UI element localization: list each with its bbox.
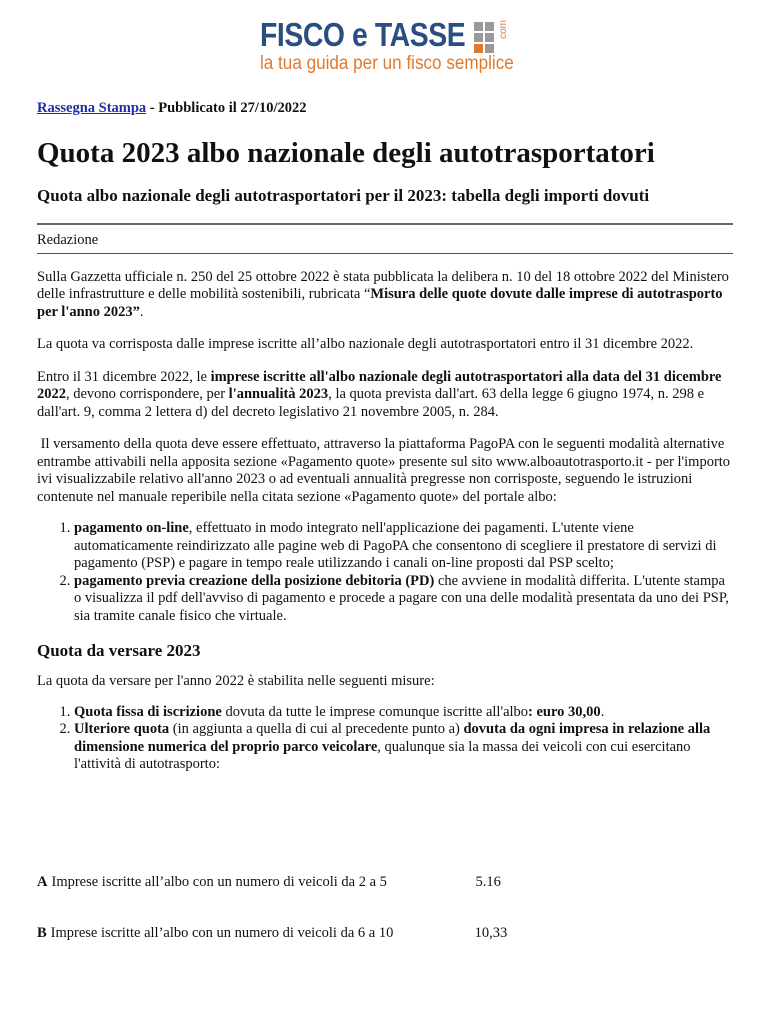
paragraph-3: Entro il 31 dicembre 2022, le imprese iscritte all'albo nazionale degli autotrasportatori alla data del 31 dicembre 2022, devono corrispondere, per l'annualità 2023, la quota prevista dall'art. 63 della legge 6 giugno 1974, n. 298 e dall'art. 9, comma 2 lettera d) del decreto legislativo 21 novembre 2005, n. 284.: [37, 368, 722, 420]
divider: [37, 223, 733, 225]
paragraph-2: La quota va corrisposta dalle imprese iscritte all’albo nazionale degli autotrasportatori entro il 31 dicembre 2022.: [37, 336, 694, 352]
logo-brand: FISCO e TASSE: [260, 16, 466, 53]
fee-description: Imprese iscritte all’albo con un numero di veicoli da 6 a 10: [50, 925, 394, 941]
list-item: 1. Quota fissa di iscrizione dovuta da tutte le imprese comunque iscritte all'albo: euro 30,00.: [74, 704, 733, 722]
section-link[interactable]: Rassegna Stampa: [37, 100, 147, 116]
page-subtitle: Quota albo nazionale degli autotrasportatori per il 2023: tabella degli importi dovuti: [37, 185, 650, 205]
fee-amount: 10,33: [474, 925, 508, 941]
payment-methods-list: [37, 520, 733, 625]
article-meta: [37, 100, 733, 118]
author: Redazione: [37, 231, 99, 248]
logo-domain: com: [498, 20, 509, 39]
section-intro: La quota da versare per l'anno 2022 è stabilita nelle seguenti misure:: [37, 673, 435, 689]
site-logo[interactable]: [260, 18, 542, 75]
list-item: 2. Ulteriore quota (in aggiunta a quella di cui al precedente punto a) dovuta da ogni impresa in relazione alla dimensione numerica del proprio parco veicolare, qualunque sia la massa dei veicoli con cui esercitano l'attività di autotrasporto:: [74, 721, 733, 774]
logo-squares-icon: [474, 22, 494, 53]
site-header: [0, 0, 768, 86]
page-title: Quota 2023 albo nazionale degli autotrasportatori: [37, 136, 655, 169]
fee-letter: A: [37, 874, 48, 890]
fee-row: [37, 874, 501, 891]
article: [37, 100, 733, 774]
logo-tagline: la tua guida per un fisco semplice: [260, 53, 514, 74]
section-heading: Quota da versare 2023: [37, 641, 201, 660]
fee-description: Imprese iscritte all’albo con un numero di veicoli da 2 a 5: [51, 874, 387, 890]
list-item: 1. pagamento on-line, effettuato in modo integrato nell'applicazione dei pagamenti. L'utente viene automaticamente reindirizzato alle pagine web di PagoPA che consentono di scegliere il prestatore di servizi di pagamento (PSP) e pagare in tempo reale utilizzando i canali on-line proposti dal PSP scelto;: [74, 520, 733, 573]
fee-row: [37, 925, 507, 942]
list-item: 2. pagamento previa creazione della posizione debitoria (PD) che avviene in modalità differita. L'utente stampa o visualizza il pdf dell'avviso di pagamento e procede a pagare con una delle modalità presentata da uno dei PSP, sia tramite canale fisico che virtuale.: [74, 573, 733, 626]
fee-amount: 5.16: [475, 874, 501, 890]
divider: [37, 253, 733, 254]
paragraph-1: Sulla Gazzetta ufficiale n. 250 del 25 ottobre 2022 è stata pubblicata la delibera n. 10 del 18 ottobre 2022 del Ministero delle infrastrutture e delle mobilità sostenibili, rubricata “Misura delle quote dovute dalle imprese di autotrasporto per l'anno 2023”.: [37, 268, 729, 320]
fee-letter: B: [37, 925, 47, 941]
quota-list: [37, 704, 733, 774]
paragraph-4: Il versamento della quota deve essere effettuato, attraverso la piattaforma PagoPA con le seguenti modalità alternative entrambe attivabili nella apposita sezione «Pagamento quote» presente sul sito www.alboautotrasporto.it - per l'importo ivi visualizzabile relativo all'anno 2023 o ad eventuali annualità pregresse non corrisposte, seguendo le istruzioni contenute nel manuale reperibile nella citata sezione «Pagamento quote» del portale albo:: [37, 436, 734, 505]
publish-date: - Pubblicato il 27/10/2022: [146, 100, 307, 116]
